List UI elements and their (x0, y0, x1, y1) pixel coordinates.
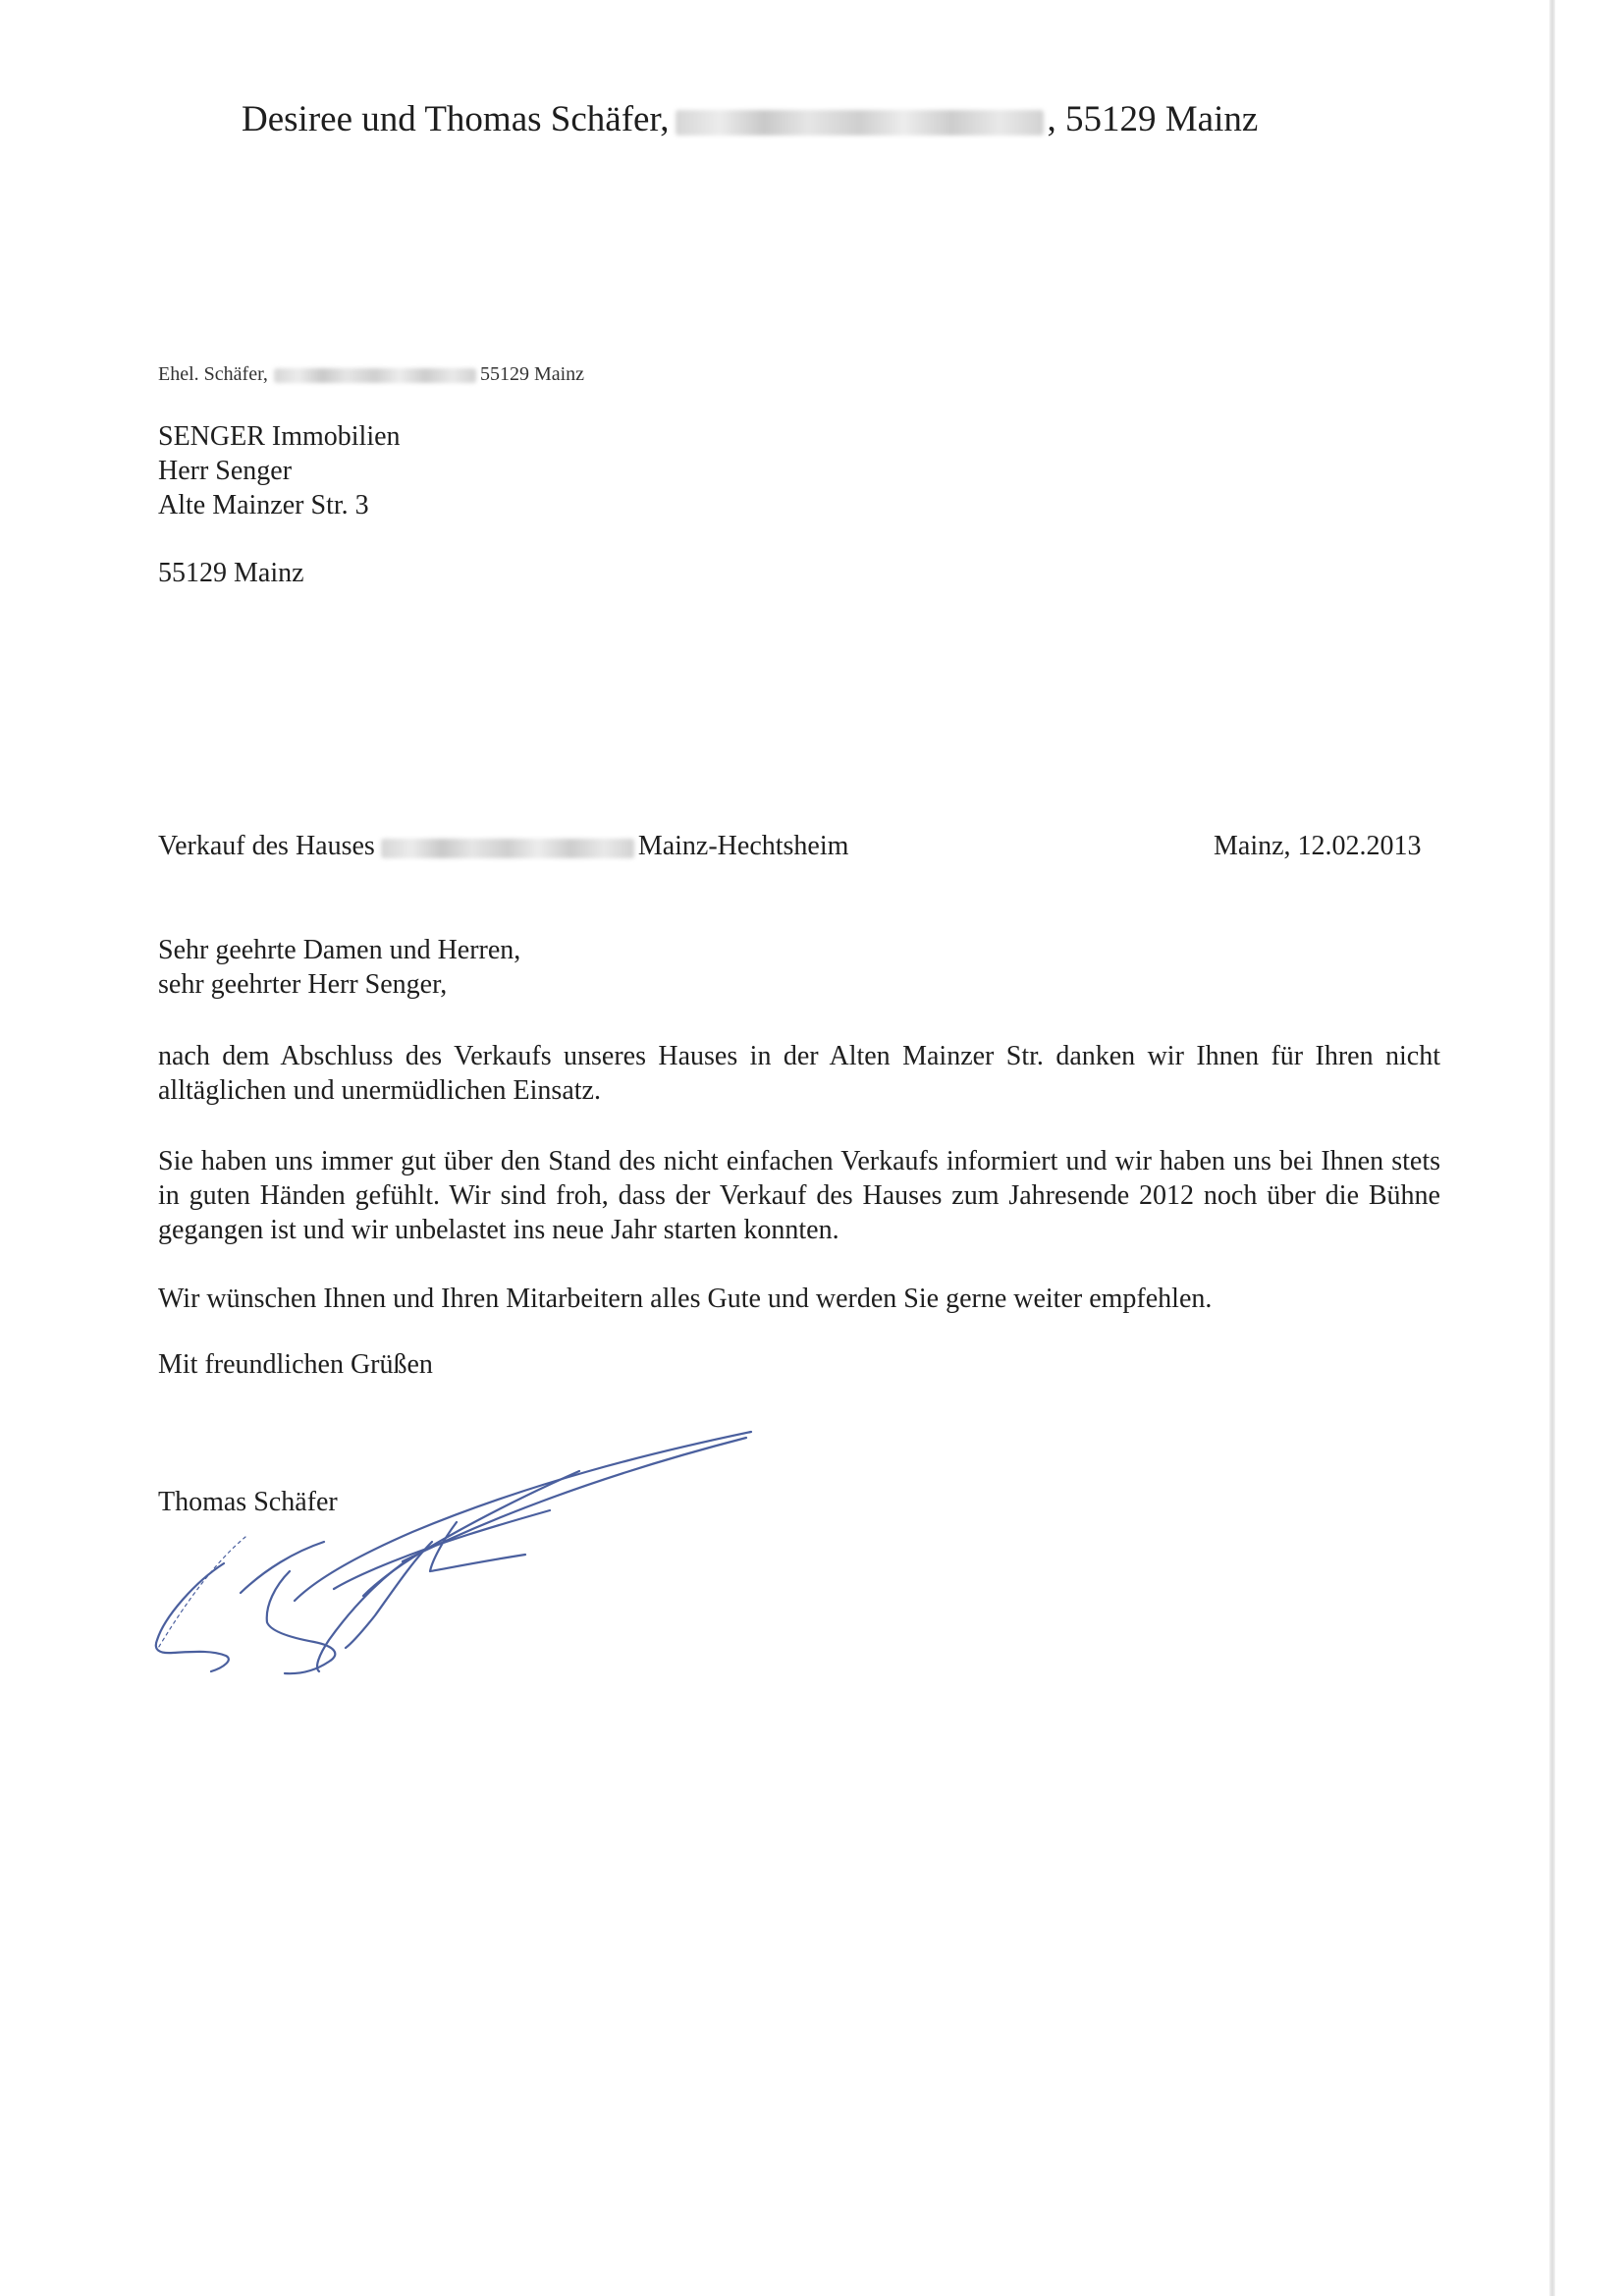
letterhead-names: Desiree und Thomas Schäfer, (242, 99, 670, 139)
salutation-line-2: sehr geehrter Herr Senger, (158, 969, 448, 1000)
signer-name: Thomas Schäfer (158, 1487, 338, 1517)
return-address-city: 55129 Mainz (479, 363, 585, 385)
body-paragraph-2: Sie haben uns immer gut über den Stand des nicht einfachen Verkaufs informiert und wir haben uns bei Ihnen stets in guten Händen gefühlt. Wir sind froh, dass der Verkauf des Hauses zum Jahresende 2012 noch über die Bühne gegangen ist und wir unbelastet ins neue Jahr starten konnten. (158, 1146, 1440, 1245)
salutation (158, 933, 520, 1002)
recipient-person: Herr Senger (158, 456, 293, 486)
recipient-address (158, 419, 401, 522)
signature-strokes (156, 1432, 751, 1673)
subject-prefix: Verkauf des Hauses (158, 831, 375, 861)
body-paragraph-3: Wir wünschen Ihnen und Ihren Mitarbeitern alles Gute und werden Sie gerne weiter empfehlen. (158, 1284, 1213, 1314)
redacted-house-address (381, 839, 634, 858)
handwritten-signature (118, 1414, 785, 1689)
letterhead (242, 98, 1258, 140)
closing: Mit freundlichen Grüßen (158, 1349, 433, 1380)
recipient-city: 55129 Mainz (158, 558, 304, 588)
date-line: Mainz, 12.02.2013 (1214, 831, 1422, 861)
salutation-line-1: Sehr geehrte Damen und Herren, (158, 935, 521, 965)
letterhead-city: , 55129 Mainz (1047, 99, 1259, 139)
return-address (158, 363, 584, 386)
subject-suffix: Mainz-Hechtsheim (637, 831, 849, 861)
recipient-street: Alte Mainzer Str. 3 (158, 490, 369, 520)
page-edge-shadow (1549, 0, 1555, 2296)
redacted-return-street (274, 368, 476, 383)
return-address-name: Ehel. Schäfer, (158, 363, 268, 385)
redacted-street (676, 110, 1044, 136)
recipient-company: SENGER Immobilien (158, 421, 401, 452)
body-paragraph-1: nach dem Abschluss des Verkaufs unseres Hauses in der Alten Mainzer Str. danken wir Ihnen für Ihren nicht alltäglichen und unermüdlichen Einsatz. (158, 1041, 1440, 1106)
subject-line (158, 831, 848, 862)
